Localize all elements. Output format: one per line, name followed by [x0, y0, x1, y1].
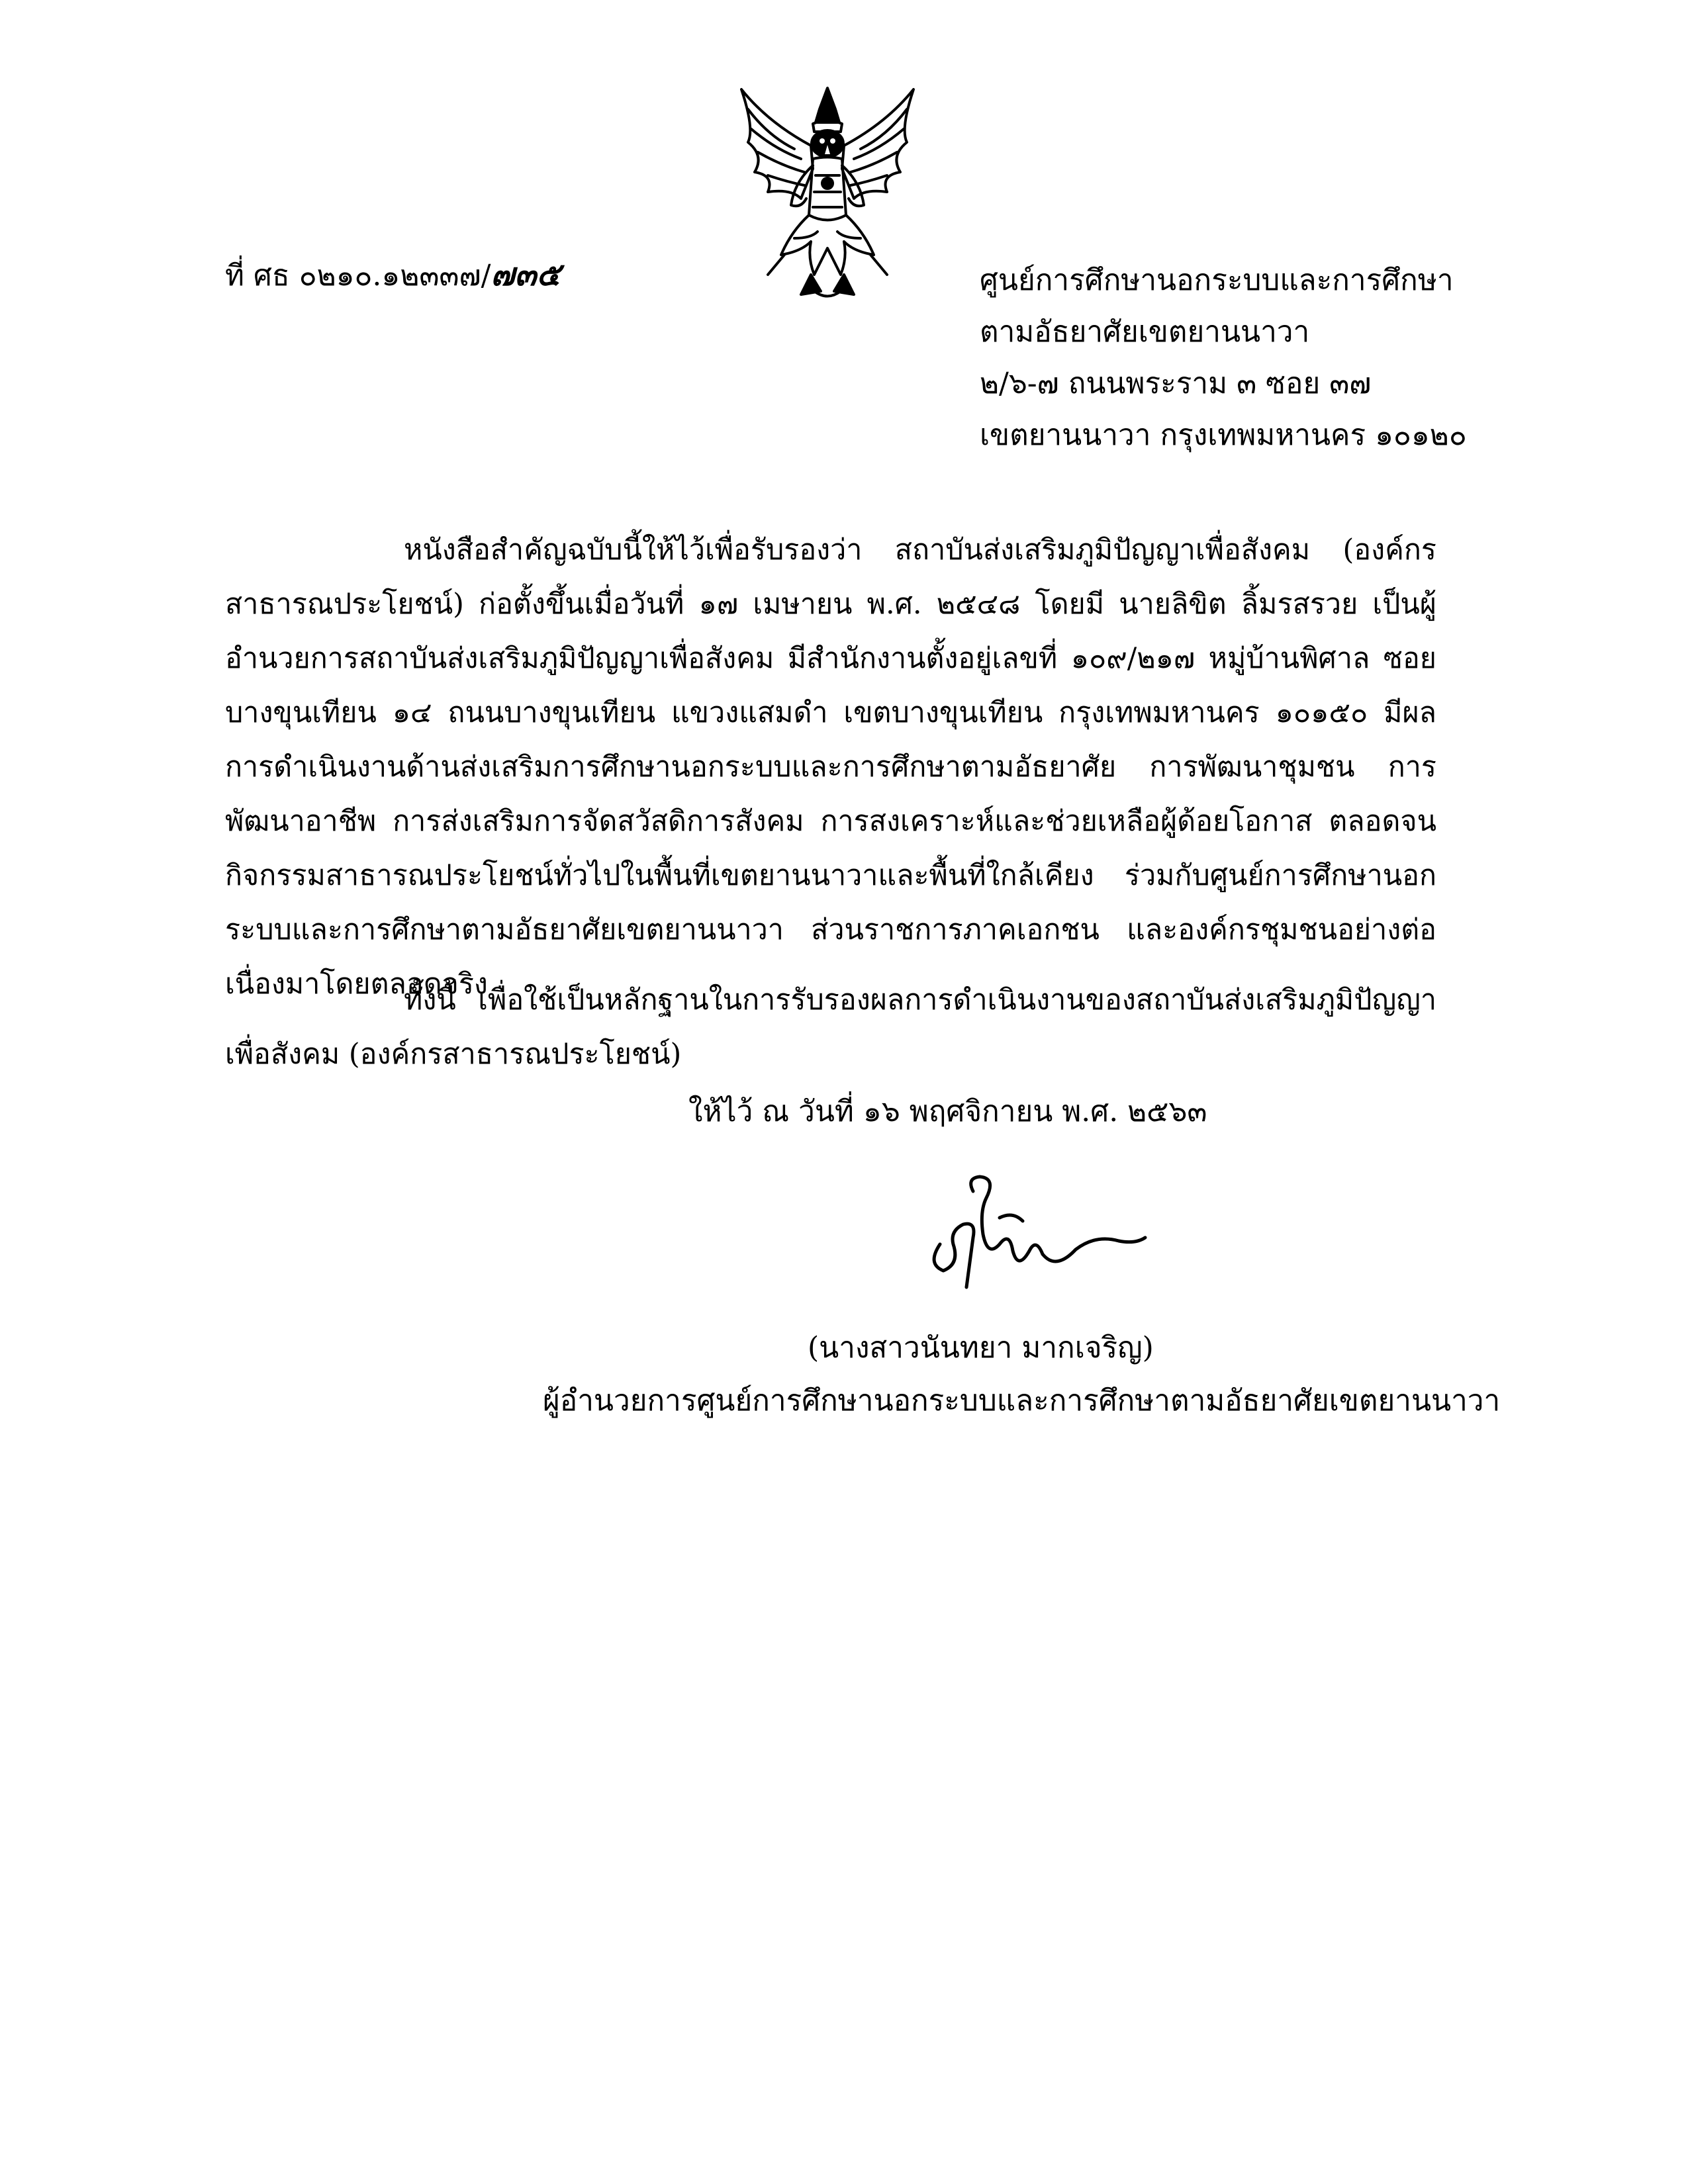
- handwritten-signature: [914, 1171, 1152, 1304]
- address-line: ๒/๖-๗ ถนนพระราม ๓ ซอย ๓๗: [980, 367, 1372, 400]
- signer-name: (นางสาวนันทยา มากเจริญ): [808, 1331, 1154, 1365]
- garuda-emblem-icon: [728, 83, 927, 308]
- signer-title: ผู้อำนวยการศูนย์การศึกษานอกระบบและการศึกษาตามอัธยาศัยเขตยานนาวา: [543, 1384, 1501, 1418]
- address-line: ตามอัธยาศัยเขตยานนาวา: [980, 315, 1310, 349]
- document-number-handwritten: ๗๓๕: [491, 256, 561, 293]
- body-paragraph-1: หนังสือสำคัญฉบับนี้ให้ไว้เพื่อรับรองว่า สถาบันส่งเสริมภูมิปัญญาเพื่อสังคม (องค์กรสาธารณประโยชน์) ก่อตั้งขึ้นเมื่อวันที่ ๑๗ เมษายน พ.ศ. ๒๕๔๘ โดยมี นายลิขิต ลิ้มรสรวย เป็นผู้อำนวยการสถาบันส่งเสริมภูมิปัญญาเพื่อสังคม มีสำนักงานตั้งอยู่เลขที่ ๑๐๙/๒๑๗ หมู่บ้านพิศาล ซอยบางขุนเทียน ๑๔ ถนนบางขุนเทียน แขวงแสมดำ เขตบางขุนเทียน กรุงเทพมหานคร ๑๐๑๕๐ มีผลการดำเนินงานด้านส่งเสริมการศึกษานอกระบบและการศึกษาตามอัธยาศัย การพัฒนาชุมชน การพัฒนาอาชีพ การส่งเสริมการจัดสวัสดิการสังคม การสงเคราะห์และช่วยเหลือผู้ด้อยโอกาส ตลอดจนกิจกรรมสาธารณประโยชน์ทั่วไปในพื้นที่เขตยานนาวาและพื้นที่ใกล้เคียง ร่วมกับศูนย์การศึกษานอกระบบและการศึกษาตามอัธยาศัยเขตยานนาวา ส่วนราชการภาคเอกชน และองค์กรชุมชนอย่างต่อเนื่องมาโดยตลอดจริง: [225, 533, 1437, 1001]
- document-number: [225, 255, 561, 296]
- body-paragraph-2: ทั้งนี้ เพื่อใช้เป็นหลักฐานในการรับรองผลการดำเนินงานของสถาบันส่งเสริมภูมิปัญญาเพื่อสังคม (องค์กรสาธารณประโยชน์): [225, 983, 1436, 1071]
- given-date: ให้ไว้ ณ วันที่ ๑๖ พฤศจิกายน พ.ศ. ๒๕๖๓: [688, 1095, 1207, 1128]
- sender-address: [980, 255, 1467, 461]
- document-number-prefix: ที่ ศธ ๐๒๑๐.๑๒๓๓๗/: [225, 259, 491, 293]
- address-line: เขตยานนาวา กรุงเทพมหานคร ๑๐๑๒๐: [980, 418, 1467, 452]
- address-line: ศูนย์การศึกษานอกระบบและการศึกษา: [980, 263, 1454, 297]
